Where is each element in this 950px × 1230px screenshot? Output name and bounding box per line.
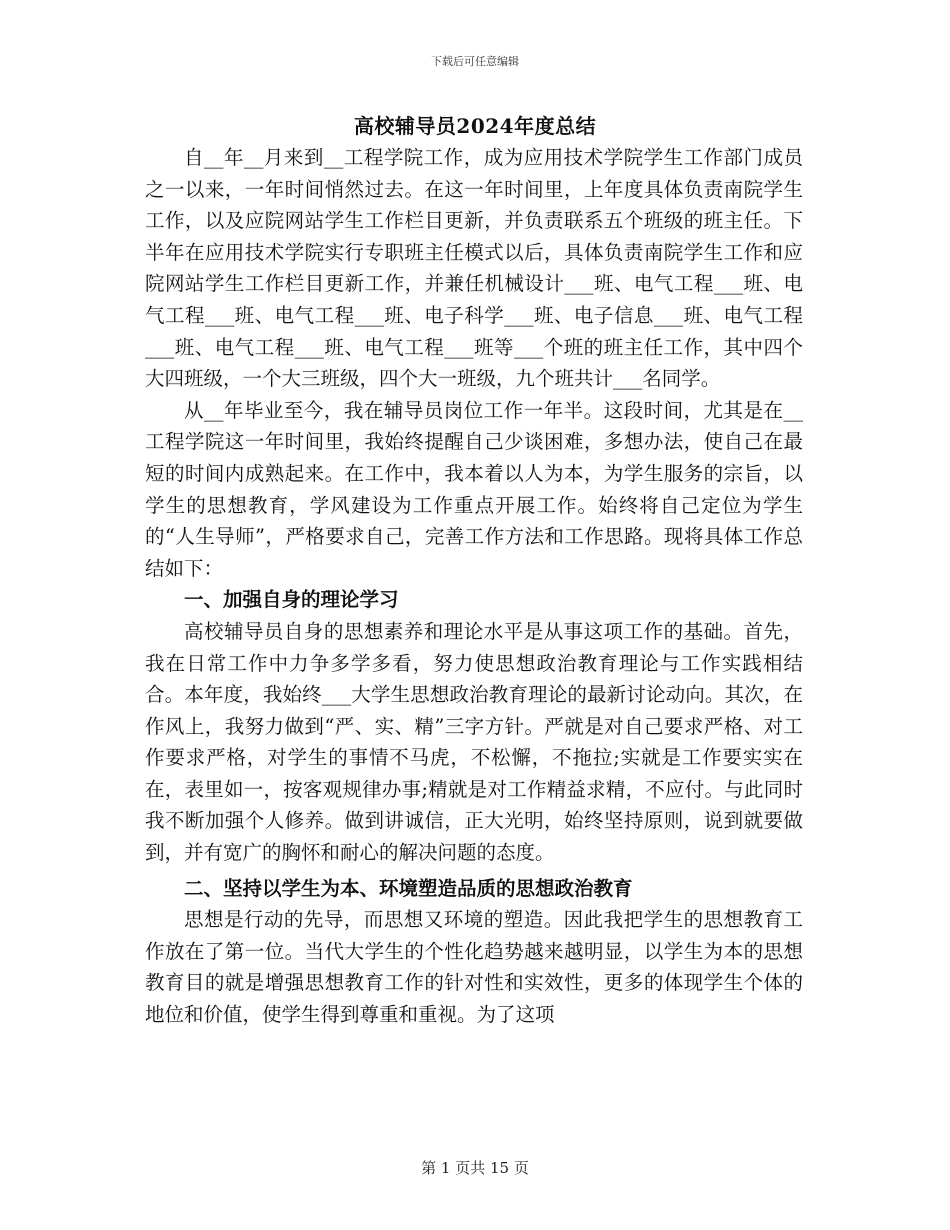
section-heading-student-centered: 二、坚持以学生为本、环境塑造品质的思想政治教育 (184, 876, 633, 900)
page-header-note: 下载后可任意编辑 (431, 55, 519, 68)
document-title: 高校辅导员2024年度总结 (353, 114, 597, 138)
paragraph-experience: 从__年毕业至今，我在辅导员岗位工作一年半。这段时间，尤其是在__工程学院这一年时间里，我始终提醒自己少谈困难，多想办法，使自己在最短的时间内成熟起来。在工作中，我本着以人为本，为学生服务的宗旨，以学生的思想教育，学风建设为工作重点开展工作。始终将自己定位为学生的“人生导师”，严格要求自己，完善工作方法和工作思路。现将具体工作总结如下： (145, 398, 803, 580)
paragraph-theory-study: 高校辅导员自身的思想素养和理论水平是从事这项工作的基础。首先，我在日常工作中力争多学多看，努力使思想政治教育理论与工作实践相结合。本年度，我始终___大学生思想政治教育理论的最新讨论动向。其次，在作风上，我努力做到“严、实、精”三字方针。严就是对自己要求严格、对工作要求严格，对学生的事情不马虎，不松懈，不拖拉;实就是工作要实实在在，表里如一，按客观规律办事;精就是对工作精益求精，不应付。与此同时我不断加强个人修养。做到讲诚信，正大光明，始终坚持原则，说到就要做到，并有宽广的胸怀和耐心的解决问题的态度。 (145, 619, 803, 865)
document-body (145, 142, 803, 1031)
section-heading-theory-study: 一、加强自身的理论学习 (184, 588, 399, 612)
paragraph-intro: 自__年__月来到__工程学院工作，成为应用技术学院学生工作部门成员之一以来，一年时间悄然过去。在这一年时间里，上年度具体负责南院学生工作，以及应院网站学生工作栏目更新，并负责联系五个班级的班主任。下半年在应用技术学院实行专职班主任模式以后，具体负责南院学生工作和应院网站学生工作栏目更新工作，并兼任机械设计___班、电气工程___班、电气工程___班、电气工程___班、电子科学___班、电子信息___班、电气工程___班、电气工程___班、电气工程___班等___个班的班主任工作，其中四个大四班级，一个大三班级，四个大一班级，九个班共计___名同学。 (145, 146, 803, 391)
page-number-footer: 第 1 页共 15 页 (421, 1159, 529, 1177)
paragraph-student-centered: 思想是行动的先导，而思想又环境的塑造。因此我把学生的思想教育工作放在了第一位。当代大学生的个性化趋势越来越明显，以学生为本的思想教育目的就是增强思想教育工作的针对性和实效性，更多的体现学生个体的地位和价值，使学生得到尊重和重视。为了这项 (145, 908, 803, 1027)
